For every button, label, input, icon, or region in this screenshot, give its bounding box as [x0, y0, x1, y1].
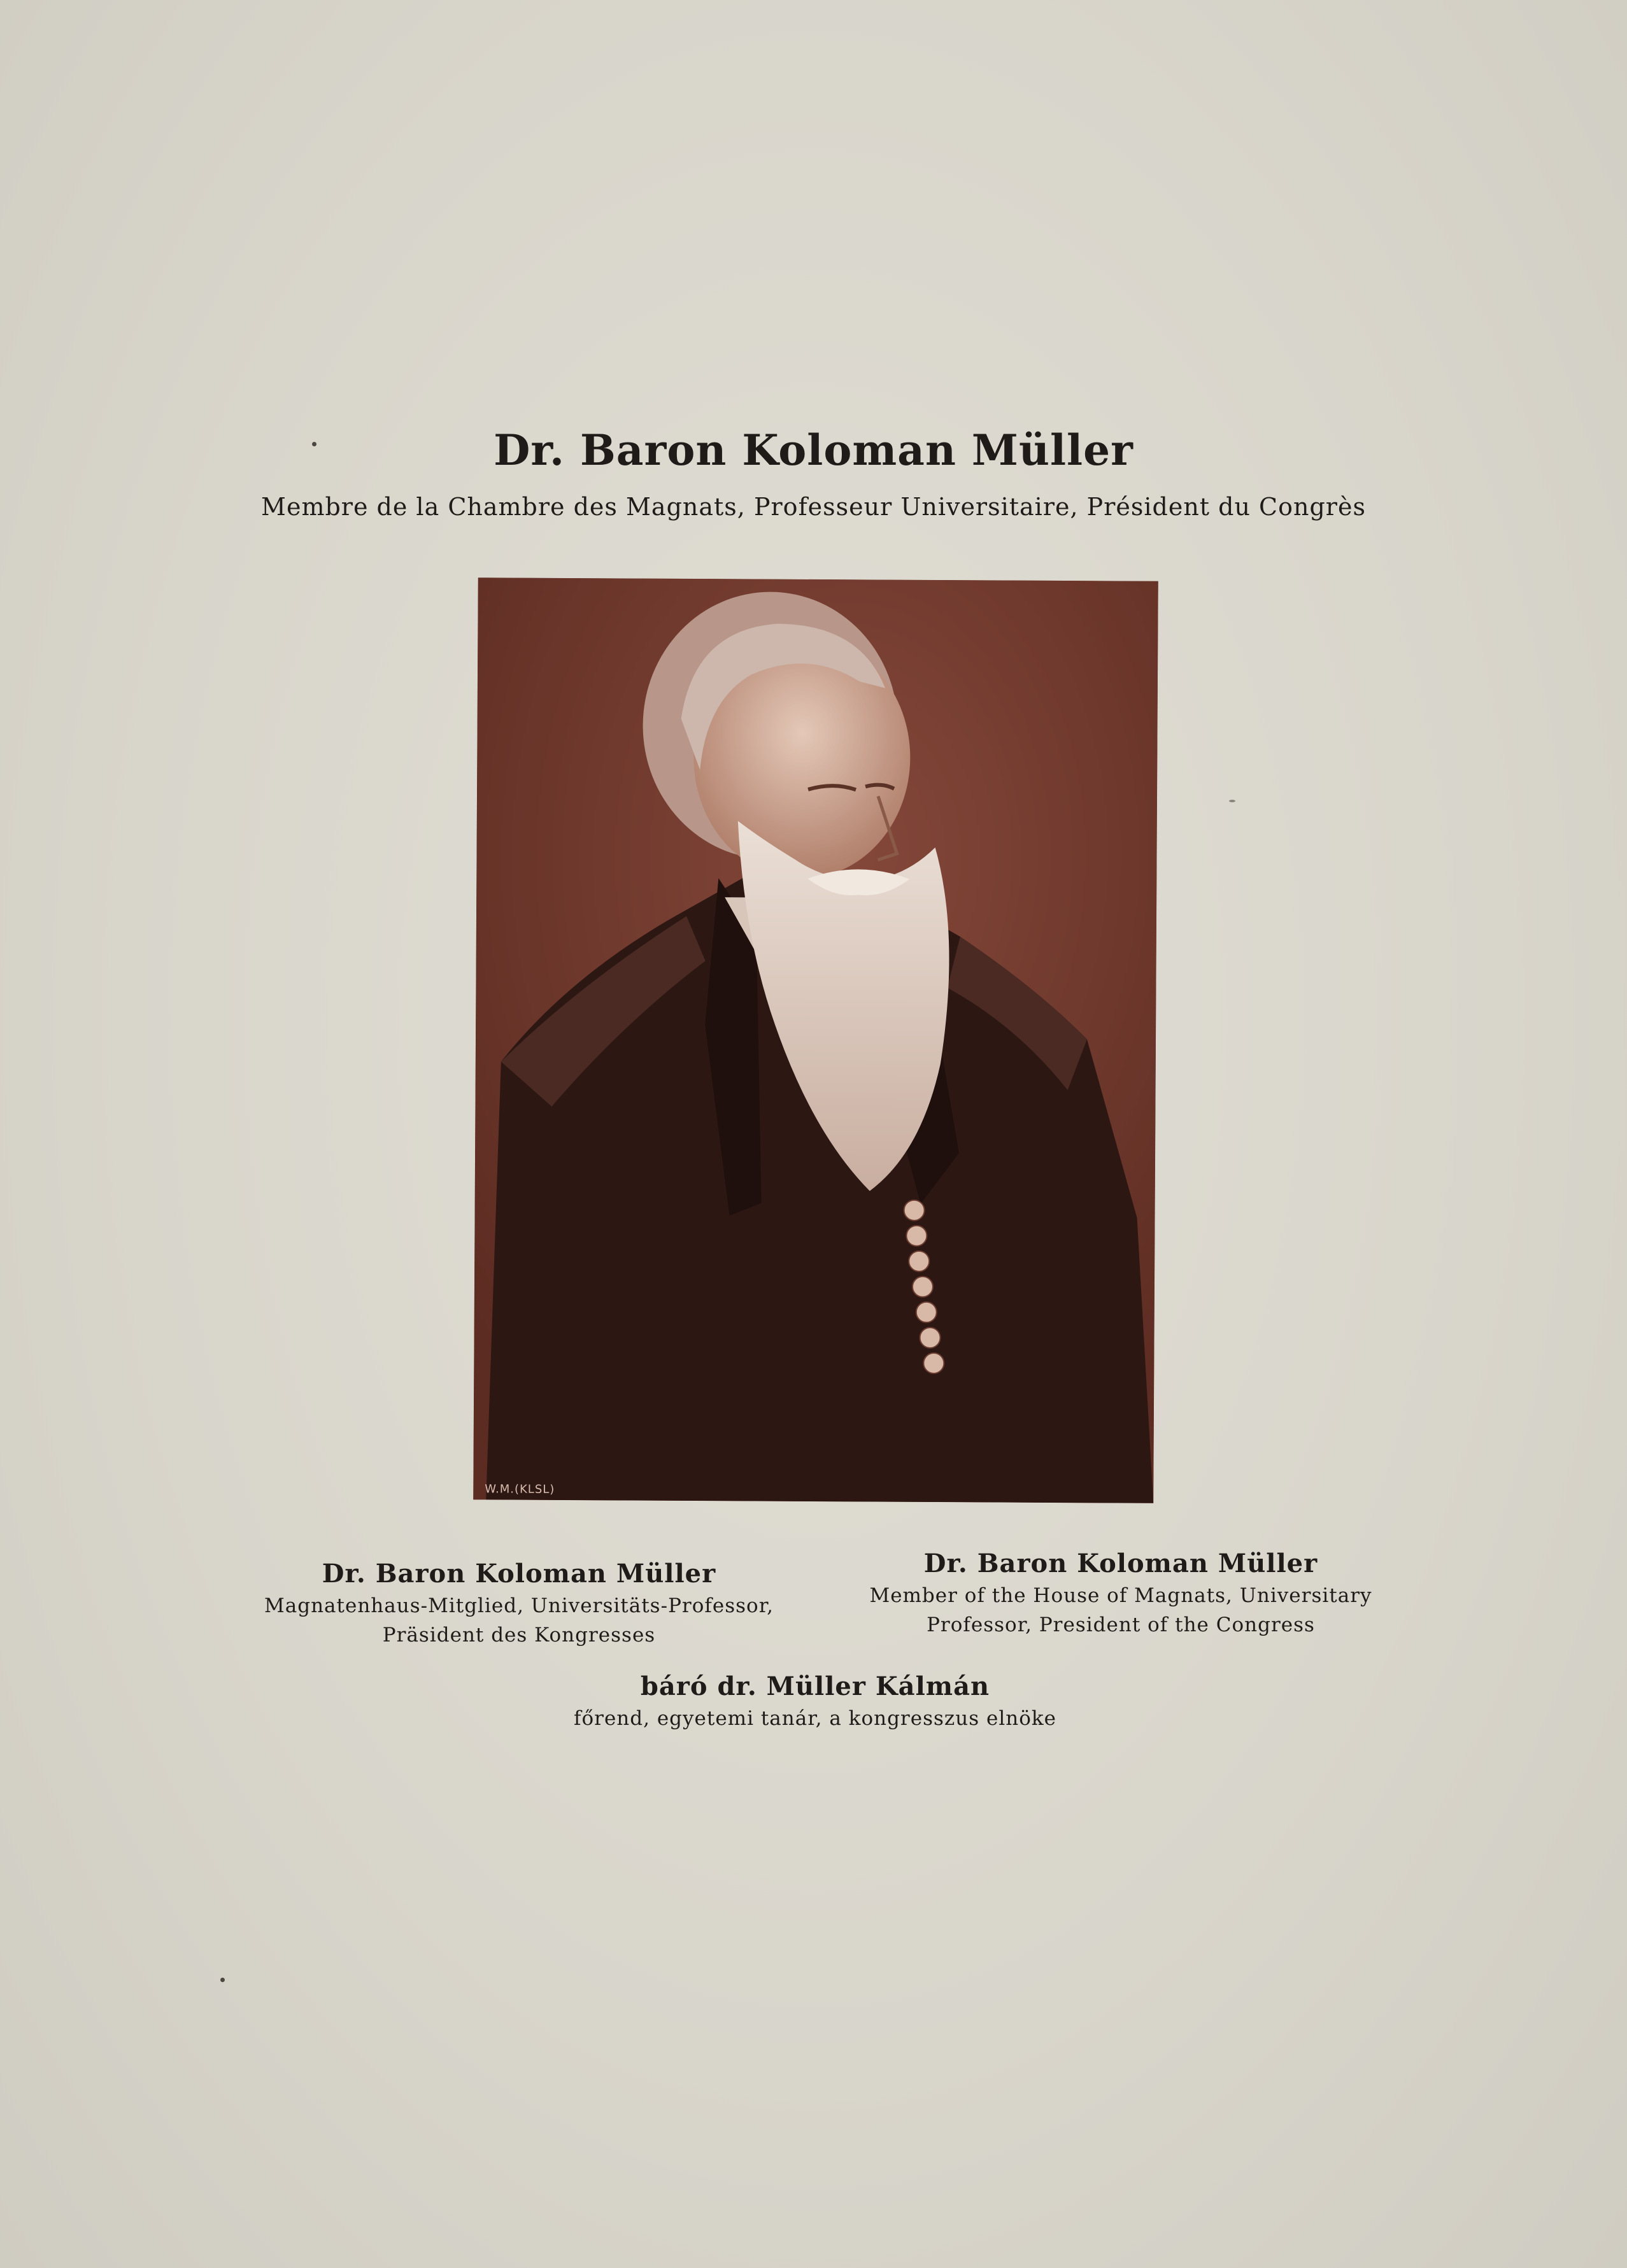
page-subtitle: Membre de la Chambre des Magnats, Professeur Universitaire, Président du Congrès: [261, 493, 1366, 521]
caption-hungarian: [497, 1671, 1133, 1733]
caption-english-line1: Member of the House of Magnats, Universitary: [869, 1584, 1372, 1607]
portrait-illustration: [473, 578, 1158, 1503]
page-title: Dr. Baron Koloman Müller: [494, 425, 1133, 475]
portrait-photo: [473, 578, 1158, 1503]
caption-german-name: Dr. Baron Koloman Müller: [322, 1559, 716, 1589]
paper-speck: [312, 442, 316, 446]
caption-english-name: Dr. Baron Koloman Müller: [923, 1549, 1318, 1578]
caption-german: [255, 1559, 783, 1650]
caption-hungarian-name: báró dr. Müller Kálmán: [640, 1671, 990, 1701]
paper-speck: [220, 1978, 225, 1982]
paper-speck: [1229, 800, 1235, 802]
caption-german-line1: Magnatenhaus-Mitglied, Universitäts-Professor,: [264, 1594, 774, 1617]
caption-english: [847, 1549, 1395, 1640]
caption-hungarian-line1: főrend, egyetemi tanár, a kongresszus elnöke: [574, 1707, 1056, 1730]
photographer-mark: W.M.(KLSL): [485, 1482, 555, 1496]
caption-german-line2: Präsident des Kongresses: [382, 1624, 656, 1647]
caption-english-line2: Professor, President of the Congress: [927, 1613, 1315, 1636]
